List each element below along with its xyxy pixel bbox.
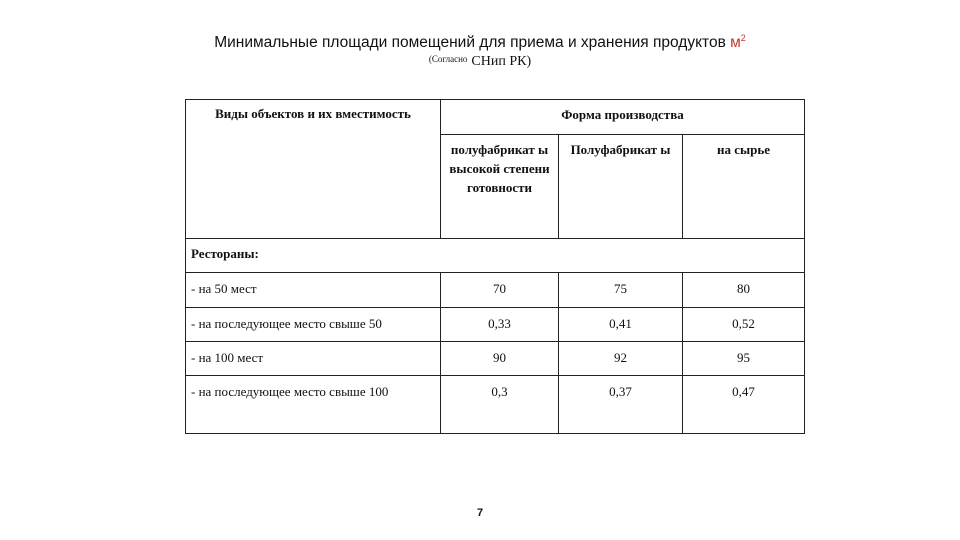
subtitle-prefix: (Согласно [428, 54, 468, 64]
table-header-row [186, 100, 805, 135]
title-text: Минимальные площади помещений для приема и хранения продуктов [214, 34, 726, 52]
table-section-row [186, 239, 805, 273]
section-label-restaurants: Рестораны: [186, 239, 805, 273]
cell-value: 92 [559, 342, 683, 376]
page-title [0, 33, 960, 52]
table-row [186, 273, 805, 308]
cell-value: 95 [683, 342, 805, 376]
areas-table [185, 99, 805, 434]
row-label: - на последующее место свыше 100 [186, 376, 441, 434]
cell-value: 90 [441, 342, 559, 376]
row-label: - на 100 мест [186, 342, 441, 376]
cell-value: 0,3 [441, 376, 559, 434]
row-label: - на 50 мест [186, 273, 441, 308]
page-subtitle [0, 54, 960, 70]
cell-value: 75 [559, 273, 683, 308]
subheader-semi-finished: Полуфабрикат ы [559, 135, 683, 239]
column-header-production-form: Форма производства [441, 100, 805, 135]
page-number: 7 [476, 507, 484, 519]
subheader-raw: на сырье [683, 135, 805, 239]
column-header-object-types: Виды объектов и их вместимость [186, 100, 441, 239]
title-unit: $м^2$ [730, 33, 746, 52]
table-row [186, 308, 805, 342]
subtitle-main: СНип РК) [471, 54, 532, 69]
cell-value: 70 [441, 273, 559, 308]
cell-value: 0,47 [683, 376, 805, 434]
title-unit-superscript: 2 [740, 33, 746, 43]
table-row [186, 376, 805, 434]
subheader-high-readiness: полуфабрикат ы высокой степени готовности [441, 135, 559, 239]
cell-value: 0,33 [441, 308, 559, 342]
cell-value: 0,37 [559, 376, 683, 434]
cell-value: 0,52 [683, 308, 805, 342]
table-row [186, 342, 805, 376]
row-label: - на последующее место свыше 50 [186, 308, 441, 342]
cell-value: 80 [683, 273, 805, 308]
cell-value: 0,41 [559, 308, 683, 342]
